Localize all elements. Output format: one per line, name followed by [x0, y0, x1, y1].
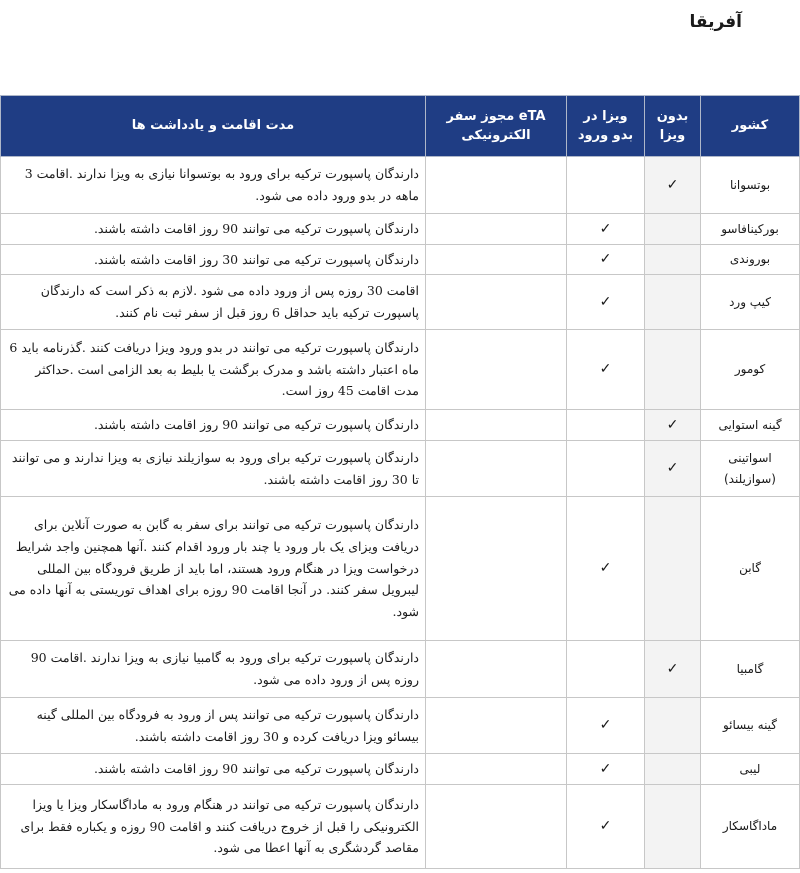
country-cell: ماداگاسکار — [701, 785, 800, 869]
check-mark-icon: ✓ — [599, 220, 612, 237]
visa-free-cell — [645, 441, 701, 497]
check-mark-icon: ✓ — [599, 760, 612, 777]
eta-cell — [426, 410, 567, 441]
country-cell: بورکینافاسو — [701, 214, 800, 245]
country-cell: گامبیا — [701, 641, 800, 698]
country-cell: کومور — [701, 330, 800, 410]
visa-free-cell — [645, 245, 701, 275]
eta-cell — [426, 275, 567, 330]
header-visa-on-arrival: ویزا در بدو ورود — [567, 96, 645, 157]
table-row — [1, 214, 800, 245]
notes-cell: دارندگان پاسپورت ترکیه می توانند برای سفر به گابن به صورت آنلاین برای دریافت ویزای یک بار ورود یا چند بار ورود اقدام کنند .آنها همچنین واجد شرایط درخواست ویزا در هنگام ورود هستند، اما باید از طریق فرودگاه بین المللی لیبرویل سفر کنند. در آنجا اقامت 90 روزه برای اهداف توریستی به آنها داده می شود. — [1, 497, 426, 641]
country-cell: گینه بیسائو — [701, 698, 800, 754]
visa-on-arrival-cell — [567, 275, 645, 330]
check-mark-icon: ✓ — [666, 176, 679, 193]
page-title: آفریقا — [689, 12, 742, 32]
notes-cell: دارندگان پاسپورت ترکیه می توانند 90 روز اقامت داشته باشند. — [1, 214, 426, 245]
visa-on-arrival-cell — [567, 441, 645, 497]
visa-on-arrival-cell — [567, 641, 645, 698]
header-notes: مدت اقامت و یادداشت ها — [1, 96, 426, 157]
visa-on-arrival-cell — [567, 497, 645, 641]
eta-cell — [426, 441, 567, 497]
country-cell: بوروندی — [701, 245, 800, 275]
visa-on-arrival-cell — [567, 214, 645, 245]
table-row — [1, 497, 800, 641]
notes-cell: دارندگان پاسپورت ترکیه برای ورود به سوازیلند نیازی به ویزا ندارند و می توانند تا 30 روز اقامت داشته باشند. — [1, 441, 426, 497]
table-row — [1, 157, 800, 214]
check-mark-icon: ✓ — [666, 460, 679, 477]
notes-cell: دارندگان پاسپورت ترکیه می توانند در بدو ورود ویزا دریافت کنند .گذرنامه باید 6 ماه اعتبار داشته باشد و مدرک برگشت یا بلیط به بعد الزامی است .حداکثر مدت اقامت 45 روز است. — [1, 330, 426, 410]
notes-cell: دارندگان پاسپورت ترکیه می توانند 30 روز اقامت داشته باشند. — [1, 245, 426, 275]
table-row — [1, 698, 800, 754]
eta-cell — [426, 330, 567, 410]
visa-free-cell — [645, 157, 701, 214]
eta-cell — [426, 641, 567, 698]
visa-free-cell — [645, 785, 701, 869]
check-mark-icon: ✓ — [599, 293, 612, 310]
country-cell: لیبی — [701, 754, 800, 785]
eta-cell — [426, 157, 567, 214]
table-row — [1, 245, 800, 275]
country-cell: بوتسوانا — [701, 157, 800, 214]
country-cell: گابن — [701, 497, 800, 641]
notes-cell: دارندگان پاسپورت ترکیه می توانند پس از ورود به فرودگاه بین المللی گینه بیسائو ویزا دریافت کرده و 30 روز اقامت داشته باشند. — [1, 698, 426, 754]
notes-cell: دارندگان پاسپورت ترکیه برای ورود به بوتسوانا نیازی به ویزا ندارند .اقامت 3 ماهه در بدو ورود داده می شود. — [1, 157, 426, 214]
visa-on-arrival-cell — [567, 245, 645, 275]
visa-on-arrival-cell — [567, 330, 645, 410]
table-row — [1, 641, 800, 698]
country-cell: گینه استوایی — [701, 410, 800, 441]
visa-on-arrival-cell — [567, 157, 645, 214]
table-row — [1, 275, 800, 330]
table-row — [1, 410, 800, 441]
check-mark-icon: ✓ — [666, 416, 679, 433]
visa-free-cell — [645, 754, 701, 785]
country-cell: کیپ ورد — [701, 275, 800, 330]
check-mark-icon: ✓ — [666, 660, 679, 677]
check-mark-icon: ✓ — [599, 717, 612, 734]
notes-cell: دارندگان پاسپورت ترکیه برای ورود به گامبیا نیازی به ویزا ندارند .اقامت 90 روزه پس از ورود داده می شود. — [1, 641, 426, 698]
eta-cell — [426, 245, 567, 275]
table-row — [1, 754, 800, 785]
eta-cell — [426, 497, 567, 641]
check-mark-icon: ✓ — [599, 818, 612, 835]
table-header-row — [1, 96, 800, 157]
visa-on-arrival-cell — [567, 410, 645, 441]
check-mark-icon: ✓ — [599, 251, 612, 268]
visa-free-cell — [645, 275, 701, 330]
country-cell: اسواتینی (سوازیلند) — [701, 441, 800, 497]
visa-on-arrival-cell — [567, 754, 645, 785]
visa-table — [0, 95, 800, 869]
eta-cell — [426, 754, 567, 785]
visa-on-arrival-cell — [567, 785, 645, 869]
eta-cell — [426, 698, 567, 754]
notes-cell: دارندگان پاسپورت ترکیه می توانند 90 روز اقامت داشته باشند. — [1, 754, 426, 785]
check-mark-icon: ✓ — [599, 560, 612, 577]
visa-free-cell — [645, 410, 701, 441]
visa-free-cell — [645, 641, 701, 698]
visa-free-cell — [645, 330, 701, 410]
notes-cell: دارندگان پاسپورت ترکیه می توانند در هنگام ورود به ماداگاسکار ویزا یا ویزا الکترونیکی را قبل از خروج دریافت کنند و اقامت 90 روزه و یکباره فقط برای مقاصد گردشگری به آنها اعطا می شود. — [1, 785, 426, 869]
header-country: کشور — [701, 96, 800, 157]
visa-on-arrival-cell — [567, 698, 645, 754]
table-row — [1, 441, 800, 497]
visa-free-cell — [645, 698, 701, 754]
header-visa-free: بدون ویزا — [645, 96, 701, 157]
eta-cell — [426, 214, 567, 245]
header-eta: eTA مجوز سفر الکترونیکی — [426, 96, 567, 157]
check-mark-icon: ✓ — [599, 361, 612, 378]
table-row — [1, 330, 800, 410]
notes-cell: اقامت 30 روزه پس از ورود داده می شود .لازم به ذکر است که دارندگان پاسپورت ترکیه باید حداقل 6 روز قبل از سفر ثبت نام کنند. — [1, 275, 426, 330]
eta-cell — [426, 785, 567, 869]
visa-free-cell — [645, 214, 701, 245]
notes-cell: دارندگان پاسپورت ترکیه می توانند 90 روز اقامت داشته باشند. — [1, 410, 426, 441]
table-row — [1, 785, 800, 869]
visa-free-cell — [645, 497, 701, 641]
